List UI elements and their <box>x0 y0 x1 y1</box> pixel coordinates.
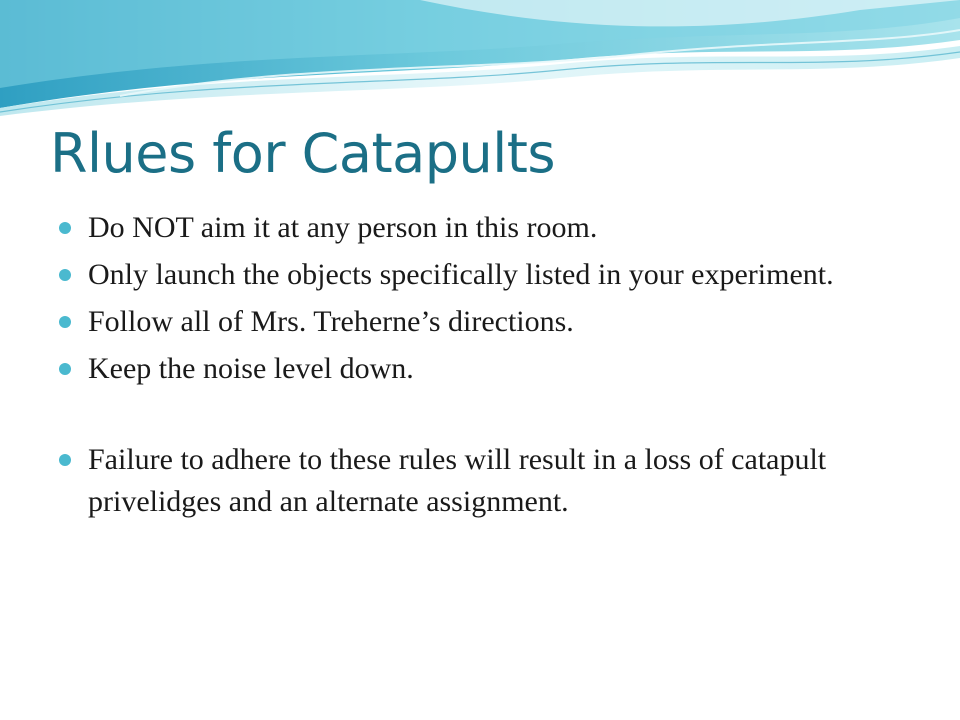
bullet-item <box>59 439 919 523</box>
bullet-icon <box>59 222 71 234</box>
bullet-text: Failure to adhere to these rules will result in a loss of catapult privelidges and an alternate assignment. <box>88 443 827 518</box>
bullet-icon <box>59 316 71 328</box>
bullet-item <box>59 348 919 390</box>
bullet-text: Follow all of Mrs. Treherne’s directions. <box>88 305 574 338</box>
bullet-item <box>59 207 919 249</box>
bullet-text: Only launch the objects specifically listed in your experiment. <box>88 258 834 291</box>
bullet-item <box>59 254 919 296</box>
bullet-icon <box>59 363 71 375</box>
bullet-icon <box>59 454 71 466</box>
bullet-text: Do NOT aim it at any person in this room. <box>88 211 598 244</box>
slide-title: Rlues for Catapults <box>50 122 556 185</box>
header-wave-decoration <box>0 0 960 130</box>
bullet-icon <box>59 269 71 281</box>
bullet-text: Keep the noise level down. <box>88 352 414 385</box>
bullet-list <box>59 207 919 528</box>
bullet-item <box>59 301 919 343</box>
